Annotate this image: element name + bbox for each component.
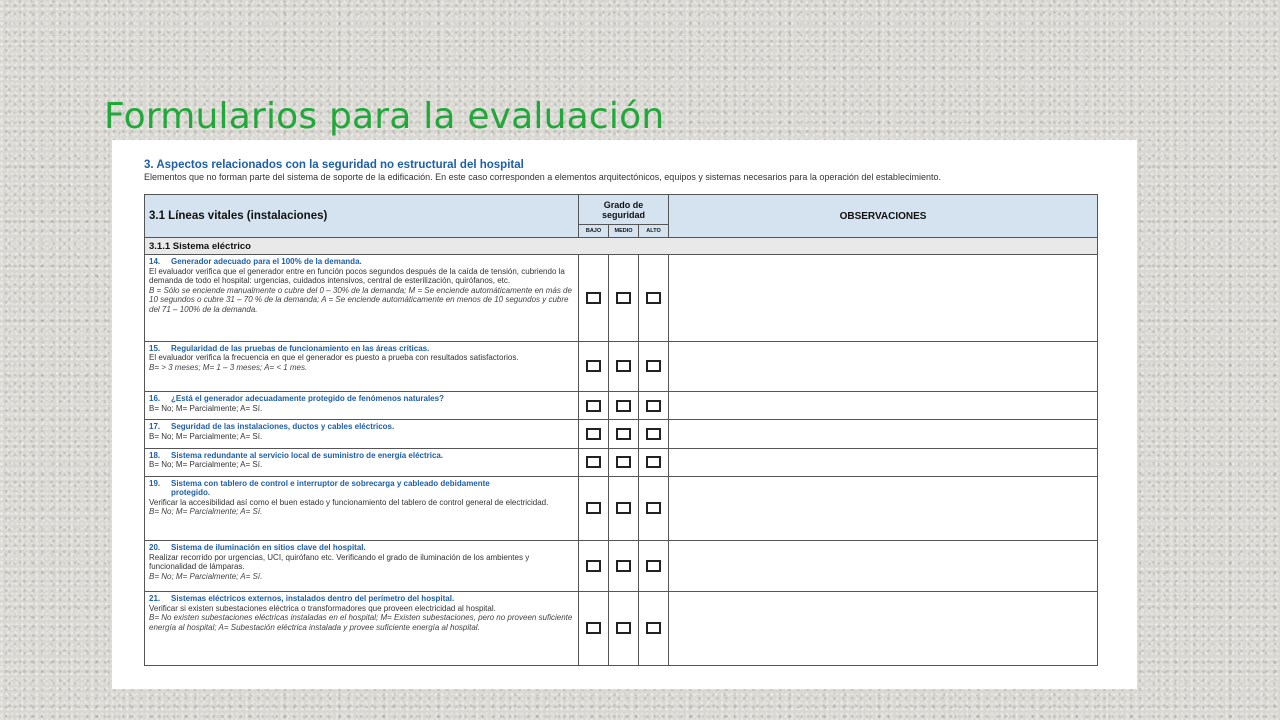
- item-title-text: Sistema con tablero de control e interruptor de sobrecarga y cableado debidamente: [171, 478, 490, 488]
- checkbox-cell-bajo: [579, 448, 609, 476]
- checkbox-alto[interactable]: [646, 560, 661, 572]
- checkbox-cell-alto: [639, 255, 669, 342]
- checkbox-cell-bajo: [579, 476, 609, 540]
- checkbox-alto[interactable]: [646, 622, 661, 634]
- item-legend: B= No existen subestaciones eléctricas instaladas en el hospital; M= Existen subestaciones, pero no proveen suficiente energía al hospital; A= Subestación eléctrica instalada y provee suficiente energía al hospital.: [149, 613, 573, 632]
- item-title-text: Sistema redundante al servicio local de suministro de energía eléctrica.: [171, 450, 444, 460]
- item-title-continued: protegido.: [171, 488, 211, 498]
- table-row: [145, 592, 1098, 666]
- observaciones-cell[interactable]: [669, 541, 1098, 592]
- item-title: [149, 344, 574, 354]
- item-number: 15.: [149, 343, 161, 353]
- item-title: [149, 422, 574, 432]
- observaciones-cell[interactable]: [669, 255, 1098, 342]
- checkbox-bajo[interactable]: [586, 360, 601, 372]
- level-header-alto: ALTO: [639, 225, 669, 238]
- item-title: [149, 257, 574, 267]
- form-document: [112, 140, 1137, 689]
- checkbox-medio[interactable]: [616, 456, 631, 468]
- item-title: [149, 594, 574, 604]
- item-number: 14.: [149, 257, 161, 267]
- checkbox-alto[interactable]: [646, 428, 661, 440]
- item-cell: [145, 448, 579, 476]
- item-title-text: Regularidad de las pruebas de funcionamiento en las áreas críticas.: [171, 343, 430, 353]
- evaluation-table: [144, 194, 1098, 666]
- table-row: [145, 541, 1098, 592]
- grado-header-line2: seguridad: [601, 209, 645, 220]
- checkbox-cell-alto: [639, 341, 669, 391]
- checkbox-medio[interactable]: [616, 400, 631, 412]
- checkbox-medio[interactable]: [616, 560, 631, 572]
- checkbox-cell-alto: [639, 392, 669, 420]
- checkbox-medio[interactable]: [616, 292, 631, 304]
- item-description: El evaluador verifica que el generador entre en función pocos segundos después de la caída de tensión, cubriendo la demanda de todo el hospital: urgencias, cuidados intensivos, central de esterilización, quirófanos, etc.: [149, 266, 565, 286]
- checkbox-cell-medio: [609, 420, 639, 448]
- item-title-text: Sistema de iluminación en sitios clave del hospital.: [171, 543, 366, 553]
- observaciones-cell[interactable]: [669, 448, 1098, 476]
- table-row: [145, 255, 1098, 342]
- item-title: [149, 479, 574, 489]
- checkbox-cell-alto: [639, 420, 669, 448]
- checkbox-medio[interactable]: [616, 360, 631, 372]
- item-description: B= No; M= Parcialmente; A= Sí.: [149, 431, 263, 441]
- checkbox-cell-bajo: [579, 255, 609, 342]
- item-cell: [145, 341, 579, 391]
- table-header-title: 3.1 Líneas vitales (instalaciones): [145, 195, 579, 238]
- checkbox-cell-medio: [609, 476, 639, 540]
- checkbox-cell-medio: [609, 392, 639, 420]
- item-title: [149, 394, 574, 404]
- item-number: 21.: [149, 594, 161, 604]
- checkbox-bajo[interactable]: [586, 292, 601, 304]
- grado-seguridad-header: [579, 195, 669, 225]
- checkbox-cell-bajo: [579, 341, 609, 391]
- item-cell: [145, 255, 579, 342]
- table-row: [145, 341, 1098, 391]
- item-description: B= No; M= Parcialmente; A= Sí.: [149, 460, 263, 470]
- observaciones-header: OBSERVACIONES: [669, 195, 1098, 238]
- checkbox-bajo[interactable]: [586, 456, 601, 468]
- checkbox-cell-bajo: [579, 392, 609, 420]
- observaciones-cell[interactable]: [669, 592, 1098, 666]
- checkbox-cell-alto: [639, 541, 669, 592]
- checkbox-alto[interactable]: [646, 292, 661, 304]
- checkbox-cell-bajo: [579, 420, 609, 448]
- checkbox-alto[interactable]: [646, 456, 661, 468]
- item-description: Verificar la accesibilidad así como el buen estado y funcionamiento del tablero de control general de electricidad.: [149, 497, 549, 507]
- item-description: Verificar si existen subestaciones eléctrica o transformadores que proveen electricidad al hospital.: [149, 603, 496, 613]
- checkbox-alto[interactable]: [646, 360, 661, 372]
- section-header: [144, 159, 1117, 183]
- checkbox-cell-medio: [609, 341, 639, 391]
- checkbox-bajo[interactable]: [586, 502, 601, 514]
- checkbox-cell-alto: [639, 592, 669, 666]
- checkbox-alto[interactable]: [646, 400, 661, 412]
- checkbox-bajo[interactable]: [586, 400, 601, 412]
- item-number: 17.: [149, 422, 161, 432]
- item-title: [149, 451, 574, 461]
- level-header-medio: MEDIO: [609, 225, 639, 238]
- checkbox-cell-medio: [609, 592, 639, 666]
- checkbox-cell-alto: [639, 476, 669, 540]
- item-title-text: Generador adecuado para el 100% de la demanda.: [171, 257, 362, 267]
- table-row: [145, 476, 1098, 540]
- level-header-bajo: BAJO: [579, 225, 609, 238]
- checkbox-bajo[interactable]: [586, 622, 601, 634]
- subsection-header: 3.1.1 Sistema eléctrico: [145, 238, 1098, 255]
- checkbox-cell-medio: [609, 541, 639, 592]
- checkbox-cell-medio: [609, 255, 639, 342]
- item-cell: [145, 420, 579, 448]
- table-row: [145, 448, 1098, 476]
- checkbox-medio[interactable]: [616, 622, 631, 634]
- item-number: 19.: [149, 478, 161, 488]
- observaciones-cell[interactable]: [669, 392, 1098, 420]
- item-legend: B= > 3 meses; M= 1 – 3 meses; A= < 1 mes.: [149, 362, 308, 372]
- observaciones-cell[interactable]: [669, 476, 1098, 540]
- checkbox-medio[interactable]: [616, 428, 631, 440]
- checkbox-cell-bajo: [579, 541, 609, 592]
- item-legend: B= No; M= Parcialmente; A= Sí.: [149, 571, 263, 581]
- checkbox-bajo[interactable]: [586, 560, 601, 572]
- checkbox-bajo[interactable]: [586, 428, 601, 440]
- checkbox-cell-alto: [639, 448, 669, 476]
- section-description: Elementos que no forman parte del sistema de soporte de la edificación. En este caso corresponden a elementos arquitectónicos, equipos y sistemas necesarios para la operación del establecimiento.: [144, 172, 941, 182]
- checkbox-medio[interactable]: [616, 502, 631, 514]
- observaciones-cell[interactable]: [669, 420, 1098, 448]
- item-number: 20.: [149, 543, 161, 553]
- item-cell: [145, 592, 579, 666]
- slide-title: Formularios para la evaluación: [104, 96, 665, 137]
- checkbox-cell-medio: [609, 448, 639, 476]
- item-number: 18.: [149, 450, 161, 460]
- item-legend: B = Sólo se enciende manualmente o cubre del 0 – 30% de la demanda; M = Se enciende automáticamente en más de 10 segundos o cubre 31 – 70 % de la demanda; A = Se enciende automáticamente en menos de 10 segundos y cubre del 71 – 100% de la demanda.: [149, 285, 572, 314]
- item-title-text: ¿Está el generador adecuadamente protegido de fenómenos naturales?: [171, 394, 444, 404]
- item-description: B= No; M= Parcialmente; A= Sí.: [149, 403, 263, 413]
- item-description: Realizar recorrido por urgencias, UCI, quirófano etc. Verificando el grado de iluminación de los ambientes y funcionalidad de lámparas.: [149, 552, 530, 572]
- item-title-text: Seguridad de las instalaciones, ductos y cables eléctricos.: [171, 422, 395, 432]
- item-cell: [145, 541, 579, 592]
- item-legend: B= No; M= Parcialmente; A= Sí.: [149, 507, 263, 517]
- section-title: 3. Aspectos relacionados con la seguridad no estructural del hospital: [144, 159, 524, 171]
- checkbox-cell-bajo: [579, 592, 609, 666]
- item-cell: [145, 392, 579, 420]
- item-title: [149, 543, 574, 553]
- table-row: [145, 420, 1098, 448]
- item-number: 16.: [149, 394, 161, 404]
- item-description: El evaluador verifica la frecuencia en que el generador es puesto a prueba con resultados satisfactorios.: [149, 353, 519, 363]
- checkbox-alto[interactable]: [646, 502, 661, 514]
- observaciones-cell[interactable]: [669, 341, 1098, 391]
- table-row: [145, 392, 1098, 420]
- grado-header-line1: Grado de: [603, 199, 644, 210]
- item-title-text: Sistemas eléctricos externos, instalados dentro del perímetro del hospital.: [171, 594, 455, 604]
- item-cell: [145, 476, 579, 540]
